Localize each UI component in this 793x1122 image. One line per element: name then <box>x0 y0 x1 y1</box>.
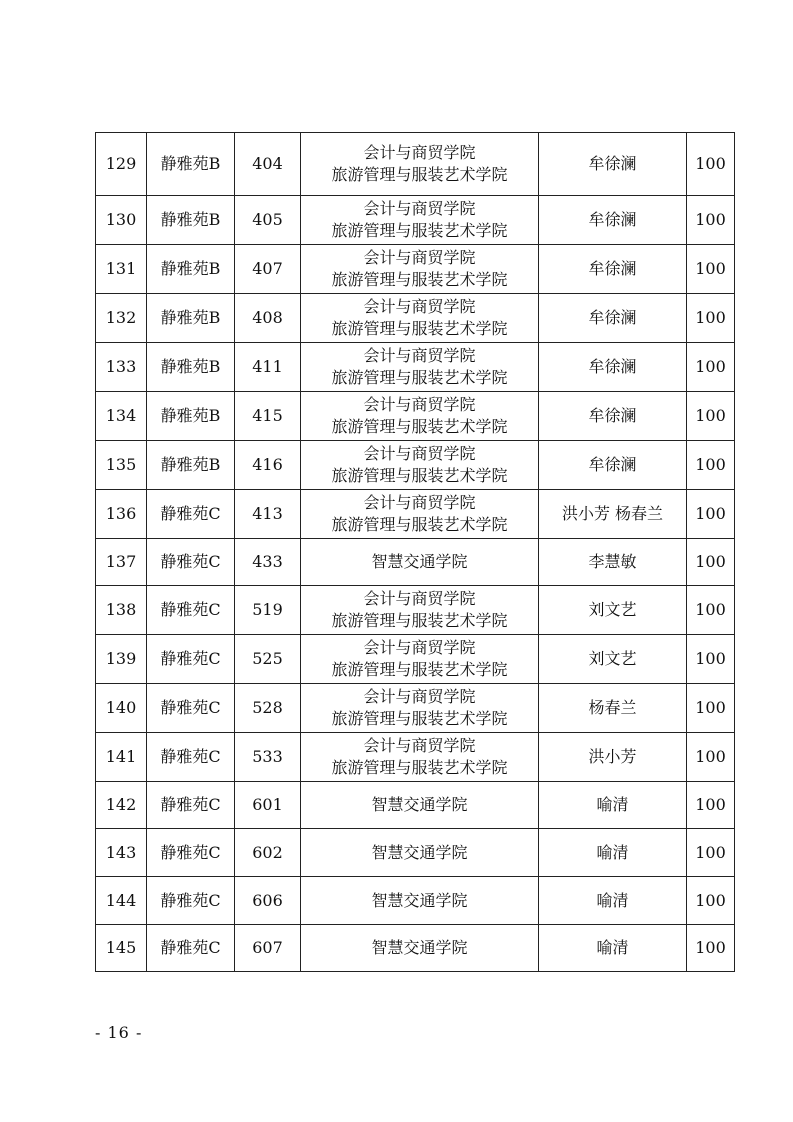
score-cell: 100 <box>687 539 735 586</box>
score-cell: 100 <box>687 829 735 877</box>
building-cell: 静雅苑B <box>147 343 235 392</box>
room-cell: 525 <box>235 635 301 684</box>
college-line: 会计与商贸学院 <box>363 199 476 218</box>
building-cell: 静雅苑C <box>147 925 235 972</box>
college-line: 会计与商贸学院 <box>363 346 476 365</box>
table-row <box>96 343 735 392</box>
building-cell: 静雅苑B <box>147 133 235 196</box>
room-cell: 408 <box>235 294 301 343</box>
score-cell: 100 <box>687 684 735 733</box>
score-cell: 100 <box>687 782 735 829</box>
person-cell: 牟徐澜 <box>539 196 687 245</box>
dormitory-score-table <box>95 132 735 972</box>
page-number: - 16 - <box>95 1023 143 1042</box>
building-cell: 静雅苑C <box>147 829 235 877</box>
score-cell: 100 <box>687 635 735 684</box>
score-cell: 100 <box>687 392 735 441</box>
row-number-cell: 141 <box>96 733 147 782</box>
person-cell: 牟徐澜 <box>539 441 687 490</box>
college-line: 旅游管理与服装艺术学院 <box>331 515 508 534</box>
building-cell: 静雅苑C <box>147 490 235 539</box>
score-cell: 100 <box>687 586 735 635</box>
person-cell: 杨春兰 <box>539 684 687 733</box>
college-line: 会计与商贸学院 <box>363 493 476 512</box>
college-line: 会计与商贸学院 <box>363 589 476 608</box>
college-line: 旅游管理与服装艺术学院 <box>331 758 508 777</box>
score-cell: 100 <box>687 196 735 245</box>
row-number-cell: 135 <box>96 441 147 490</box>
score-cell: 100 <box>687 441 735 490</box>
college-cell <box>301 441 539 490</box>
college-line: 旅游管理与服装艺术学院 <box>331 319 508 338</box>
room-cell: 407 <box>235 245 301 294</box>
college-cell <box>301 733 539 782</box>
building-cell: 静雅苑B <box>147 245 235 294</box>
table-row <box>96 133 735 196</box>
room-cell: 602 <box>235 829 301 877</box>
row-number-cell: 133 <box>96 343 147 392</box>
college-cell <box>301 245 539 294</box>
table-row <box>96 245 735 294</box>
college-cell <box>301 294 539 343</box>
person-cell: 李慧敏 <box>539 539 687 586</box>
building-cell: 静雅苑C <box>147 877 235 925</box>
table-row <box>96 635 735 684</box>
row-number-cell: 145 <box>96 925 147 972</box>
row-number-cell: 142 <box>96 782 147 829</box>
score-cell: 100 <box>687 733 735 782</box>
college-line: 旅游管理与服装艺术学院 <box>331 660 508 679</box>
person-cell: 喻清 <box>539 877 687 925</box>
college-cell <box>301 392 539 441</box>
college-cell <box>301 877 539 925</box>
row-number-cell: 138 <box>96 586 147 635</box>
room-cell: 413 <box>235 490 301 539</box>
building-cell: 静雅苑B <box>147 196 235 245</box>
college-cell <box>301 586 539 635</box>
room-cell: 433 <box>235 539 301 586</box>
building-cell: 静雅苑C <box>147 586 235 635</box>
row-number-cell: 134 <box>96 392 147 441</box>
building-cell: 静雅苑C <box>147 733 235 782</box>
room-cell: 415 <box>235 392 301 441</box>
room-cell: 533 <box>235 733 301 782</box>
building-cell: 静雅苑C <box>147 635 235 684</box>
building-cell: 静雅苑B <box>147 294 235 343</box>
college-cell <box>301 490 539 539</box>
person-cell: 牟徐澜 <box>539 294 687 343</box>
college-cell <box>301 635 539 684</box>
score-cell: 100 <box>687 490 735 539</box>
score-cell: 100 <box>687 245 735 294</box>
room-cell: 528 <box>235 684 301 733</box>
college-line: 旅游管理与服装艺术学院 <box>331 709 508 728</box>
college-cell <box>301 133 539 196</box>
building-cell: 静雅苑B <box>147 441 235 490</box>
row-number-cell: 130 <box>96 196 147 245</box>
college-line: 会计与商贸学院 <box>363 297 476 316</box>
room-cell: 405 <box>235 196 301 245</box>
college-cell <box>301 539 539 586</box>
row-number-cell: 137 <box>96 539 147 586</box>
score-cell: 100 <box>687 877 735 925</box>
table-row <box>96 877 735 925</box>
score-cell: 100 <box>687 925 735 972</box>
building-cell: 静雅苑C <box>147 539 235 586</box>
person-cell: 牟徐澜 <box>539 343 687 392</box>
college-line: 旅游管理与服装艺术学院 <box>331 417 508 436</box>
person-cell: 刘文艺 <box>539 635 687 684</box>
table-row <box>96 829 735 877</box>
college-cell <box>301 196 539 245</box>
college-cell <box>301 782 539 829</box>
table-row <box>96 539 735 586</box>
building-cell: 静雅苑B <box>147 392 235 441</box>
college-line: 旅游管理与服装艺术学院 <box>331 368 508 387</box>
college-line: 会计与商贸学院 <box>363 736 476 755</box>
college-line: 旅游管理与服装艺术学院 <box>331 221 508 240</box>
college-line: 旅游管理与服装艺术学院 <box>331 611 508 630</box>
room-cell: 416 <box>235 441 301 490</box>
table-row <box>96 925 735 972</box>
person-cell: 洪小芳 <box>539 733 687 782</box>
college-line: 会计与商贸学院 <box>363 143 476 162</box>
room-cell: 519 <box>235 586 301 635</box>
table-row <box>96 392 735 441</box>
room-cell: 606 <box>235 877 301 925</box>
person-cell: 喻清 <box>539 782 687 829</box>
score-cell: 100 <box>687 133 735 196</box>
person-cell: 牟徐澜 <box>539 392 687 441</box>
table-row <box>96 684 735 733</box>
college-line: 会计与商贸学院 <box>363 395 476 414</box>
person-cell: 喻清 <box>539 925 687 972</box>
row-number-cell: 139 <box>96 635 147 684</box>
building-cell: 静雅苑C <box>147 782 235 829</box>
score-cell: 100 <box>687 294 735 343</box>
college-cell <box>301 829 539 877</box>
person-cell: 牟徐澜 <box>539 133 687 196</box>
table-row <box>96 733 735 782</box>
room-cell: 601 <box>235 782 301 829</box>
table-row <box>96 782 735 829</box>
person-cell: 洪小芳 杨春兰 <box>539 490 687 539</box>
college-line: 智慧交通学院 <box>371 938 468 957</box>
table-body <box>96 133 735 972</box>
table-row <box>96 196 735 245</box>
room-cell: 607 <box>235 925 301 972</box>
table-row <box>96 294 735 343</box>
college-line: 旅游管理与服装艺术学院 <box>331 165 508 184</box>
table-row <box>96 441 735 490</box>
row-number-cell: 143 <box>96 829 147 877</box>
table-row <box>96 586 735 635</box>
college-line: 旅游管理与服装艺术学院 <box>331 466 508 485</box>
college-line: 会计与商贸学院 <box>363 444 476 463</box>
person-cell: 刘文艺 <box>539 586 687 635</box>
person-cell: 牟徐澜 <box>539 245 687 294</box>
college-line: 会计与商贸学院 <box>363 687 476 706</box>
row-number-cell: 131 <box>96 245 147 294</box>
row-number-cell: 129 <box>96 133 147 196</box>
college-cell <box>301 925 539 972</box>
row-number-cell: 140 <box>96 684 147 733</box>
room-cell: 411 <box>235 343 301 392</box>
college-line: 智慧交通学院 <box>371 795 468 814</box>
table-row <box>96 490 735 539</box>
row-number-cell: 132 <box>96 294 147 343</box>
college-line: 智慧交通学院 <box>371 842 468 862</box>
score-cell: 100 <box>687 343 735 392</box>
college-line: 旅游管理与服装艺术学院 <box>331 270 508 289</box>
row-number-cell: 136 <box>96 490 147 539</box>
room-cell: 404 <box>235 133 301 196</box>
building-cell: 静雅苑C <box>147 684 235 733</box>
college-cell <box>301 343 539 392</box>
college-line: 会计与商贸学院 <box>363 638 476 657</box>
college-line: 智慧交通学院 <box>371 890 468 910</box>
college-line: 智慧交通学院 <box>371 552 468 571</box>
row-number-cell: 144 <box>96 877 147 925</box>
college-cell <box>301 684 539 733</box>
person-cell: 喻清 <box>539 829 687 877</box>
college-line: 会计与商贸学院 <box>363 248 476 267</box>
